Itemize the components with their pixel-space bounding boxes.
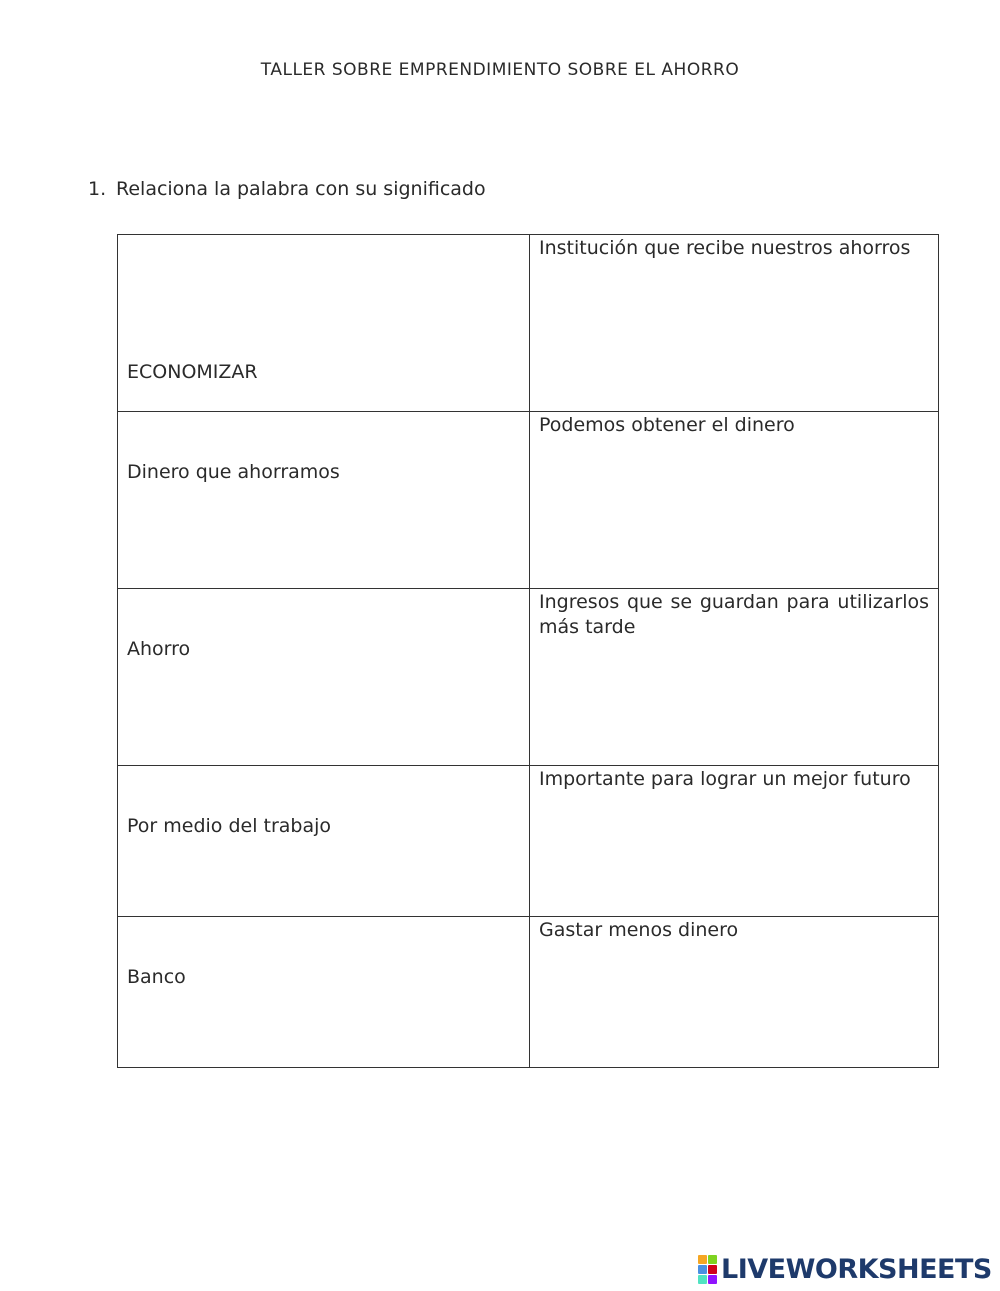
word-label: Dinero que ahorramos [127,461,340,483]
table-row [118,589,939,766]
word-label: Banco [127,966,186,988]
word-cell[interactable] [118,235,530,412]
word-cell[interactable] [118,766,530,917]
liveworksheets-logo [698,1254,992,1284]
table-row [118,235,939,412]
logo-block [708,1275,717,1284]
logo-blocks-icon [698,1255,717,1284]
word-cell[interactable] [118,412,530,589]
worksheet-title: TALLER SOBRE EMPRENDIMIENTO SOBRE EL AHORRO [260,60,740,80]
question-text: Relaciona la palabra con su significado [116,178,486,200]
table-row [118,412,939,589]
logo-text: LIVEWORKSHEETS [721,1253,992,1285]
matching-table [117,234,939,1068]
word-label: ECONOMIZAR [127,361,258,383]
logo-block [698,1265,707,1274]
meaning-cell[interactable]: Podemos obtener el dinero [530,412,939,589]
meaning-cell[interactable]: Importante para lograr un mejor futuro [530,766,939,917]
word-cell[interactable] [118,589,530,766]
table-row [118,917,939,1068]
word-cell[interactable] [118,917,530,1068]
meaning-cell[interactable]: Institución que recibe nuestros ahorros [530,235,939,412]
word-label: Ahorro [127,638,191,660]
logo-block [708,1255,717,1264]
logo-block [698,1255,707,1264]
question-number: 1. [88,178,107,200]
meaning-cell[interactable]: Ingresos que se guardan para utilizarlos más tarde [530,589,939,766]
word-label: Por medio del trabajo [127,815,332,837]
logo-block [708,1265,717,1274]
question-1 [88,178,486,200]
logo-block [698,1275,707,1284]
meaning-cell[interactable]: Gastar menos dinero [530,917,939,1068]
table-row [118,766,939,917]
